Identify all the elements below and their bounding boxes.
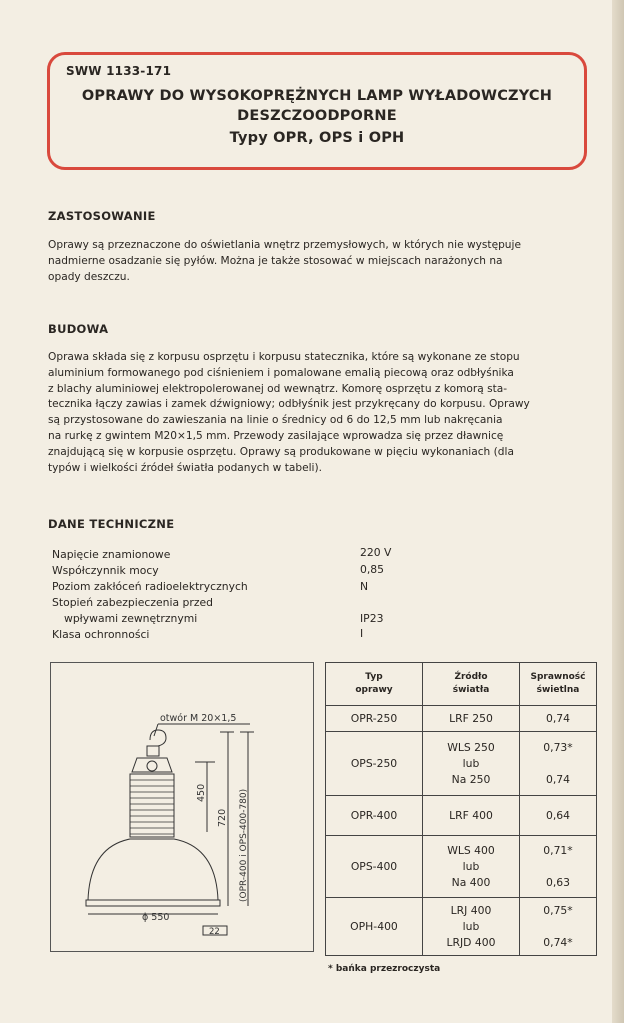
dimension-720: 720: [217, 808, 228, 827]
paragraph-zastosowanie: [48, 238, 591, 285]
cell-efficiency: 0,71* 0,63: [520, 836, 597, 898]
spec-value: IP23: [360, 612, 384, 625]
text-line: typów i wielkości źródeł światła podanych w tabeli).: [48, 461, 322, 474]
lamp-types-table: [325, 662, 597, 956]
dimension-450: 450: [196, 783, 207, 802]
text-line: aluminium formowanego pod ciśnieniem i pomalowane emalią piecową oraz odbłyśnika: [48, 366, 514, 379]
cell-type: OPR-400: [326, 796, 423, 836]
text-line: z blachy aluminiowej elektropolerowanej od wewnątrz. Komorę osprzętu z komorą sta-: [48, 382, 508, 395]
table-footnote: * bańka przezroczysta: [328, 964, 441, 974]
standard-code: SWW 1133-171: [66, 64, 172, 78]
reflector-shape: [88, 839, 218, 900]
cell-efficiency: 0,74: [520, 706, 597, 732]
cell-source: LRJ 400 lub LRJD 400: [423, 898, 520, 956]
upper-body-shape: [132, 758, 172, 772]
cell-source: WLS 400 lub Na 400: [423, 836, 520, 898]
cell-type: OPS-400: [326, 836, 423, 898]
table-row: [326, 796, 597, 836]
dimension-side: (OPR-400 i OPS-400-780): [239, 788, 249, 902]
rim-shape: [86, 900, 220, 906]
text-line: na rurkę z gwintem M20×1,5 mm. Przewody zasilające wprowadza się przez dławnicę: [48, 429, 504, 442]
table-header-row: [326, 663, 597, 706]
spec-label: Stopień zabezpieczenia przed: [52, 596, 213, 609]
paragraph-budowa: [48, 350, 591, 476]
spec-value: N: [360, 580, 369, 593]
title-line-2: DESZCZOODPORNE: [237, 108, 397, 124]
header-zrodlo: Źródło światła: [423, 663, 520, 706]
text-line: są przystosowane do zawieszania na linie o średnicy od 6 do 12,5 mm lub nakręcania: [48, 414, 503, 427]
hole-label: otwór M 20×1,5: [160, 713, 237, 724]
title-line-1: OPRAWY DO WYSOKOPRĘŻNYCH LAMP WYŁADOWCZYCH: [81, 88, 553, 104]
hook-shape: [150, 730, 166, 746]
cell-efficiency: 0,75* 0,74*: [520, 898, 597, 956]
cell-type: OPS-250: [326, 732, 423, 796]
cell-source: LRF 400: [423, 796, 520, 836]
spec-label: Napięcie znamionowe: [52, 548, 171, 561]
spec-value: 0,85: [360, 563, 385, 576]
text-line: Oprawy są przeznaczone do oświetlania wnętrz przemysłowych, w których nie występuje: [48, 239, 521, 251]
spec-label: wpływami zewnętrznymi: [64, 612, 198, 625]
text-line: opady deszczu.: [48, 270, 130, 283]
lamp-drawing: [50, 662, 314, 952]
spec-value: 220 V: [360, 546, 392, 559]
spec-label: Współczynnik mocy: [52, 564, 159, 577]
cell-efficiency: 0,73* 0,74: [520, 732, 597, 796]
section-heading-dane-techniczne: DANE TECHNICZNE: [48, 517, 175, 531]
section-heading-zastosowanie: ZASTOSOWANIE: [48, 209, 156, 223]
cell-source: WLS 250 lub Na 250: [423, 732, 520, 796]
spec-value: I: [360, 627, 364, 640]
table-row: [326, 898, 597, 956]
text-line: nadmierne osadzanie się pyłów. Można je także stosować w miejscach narażonych na: [48, 254, 503, 267]
page-edge: [612, 0, 624, 1023]
text-line: Oprawa składa się z korpusu osprzętu i korpusu statecznika, które są wykonane ze stopu: [48, 351, 520, 363]
cell-type: OPH-400: [326, 898, 423, 956]
dimension-diameter: ϕ 550: [142, 912, 170, 923]
text-line: tecznika łączy zawias i zamek dźwigniowy; odbłyśnik jest przykręcany do korpusu. Oprawy: [48, 398, 530, 411]
header-sprawnosc: Sprawność świetlna: [520, 663, 597, 706]
dimension-22: 22: [209, 927, 220, 937]
spec-label: Klasa ochronności: [52, 628, 150, 641]
text-line: znajdującą się w korpusie osprzętu. Oprawy są produkowane w pięciu wykonaniach (dla: [48, 445, 514, 458]
cell-source: LRF 250: [423, 706, 520, 732]
cell-efficiency: 0,64: [520, 796, 597, 836]
table-row: [326, 706, 597, 732]
title-line-3: Typy OPR, OPS i OPH: [229, 130, 405, 146]
hanger-shape: [147, 746, 159, 756]
ribbed-housing-shape: [130, 774, 174, 837]
header-typ: Typ oprawy: [326, 663, 423, 706]
section-heading-budowa: BUDOWA: [48, 322, 109, 336]
table-row: [326, 732, 597, 796]
table-row: [326, 836, 597, 898]
spec-label: Poziom zakłóceń radioelektrycznych: [52, 580, 248, 593]
cell-type: OPR-250: [326, 706, 423, 732]
